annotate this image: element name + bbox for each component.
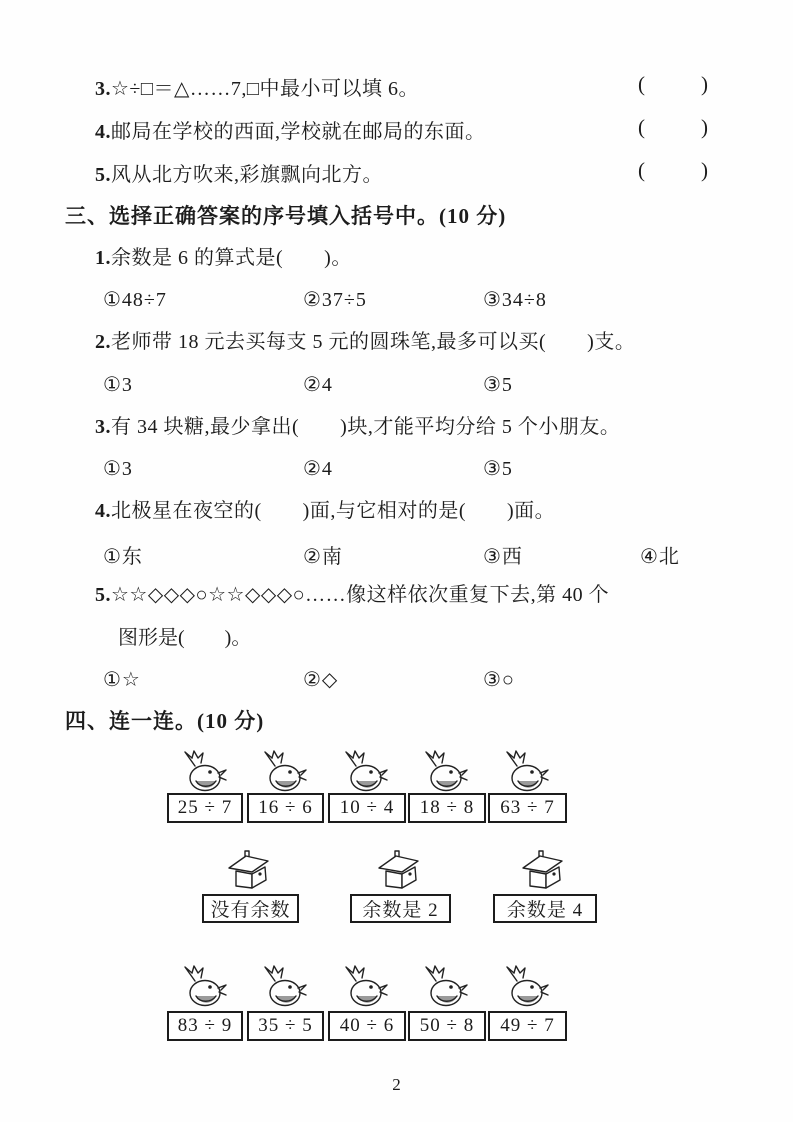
- match-box-division: 18 ÷ 8: [408, 793, 486, 823]
- section4-header: 四、连一连。(10 分): [65, 709, 265, 733]
- option-3: ③○: [483, 669, 516, 691]
- option-2: ②南: [303, 546, 343, 568]
- question-text: 邮局在学校的西面,学校就在邮局的东面。: [111, 121, 486, 143]
- answer-parentheses: ( ): [638, 158, 708, 182]
- match-box-division: 40 ÷ 6: [328, 1011, 406, 1041]
- option-4: ④北: [640, 546, 680, 568]
- mc-question: 2.老师带 18 元去买每支 5 元的圆珠笔,最多可以买( )支。: [95, 331, 636, 353]
- bird-icon: [503, 750, 549, 794]
- mc-options: [0, 456, 793, 482]
- house-icon: [376, 850, 421, 894]
- truefalse-item: [0, 158, 793, 184]
- truefalse-item: [0, 72, 793, 98]
- option-3: ③34÷8: [483, 289, 547, 311]
- option-3: ③5: [483, 374, 513, 396]
- option-1: ①48÷7: [103, 289, 167, 311]
- option-1: ①3: [103, 458, 133, 480]
- bird-icon: [422, 965, 468, 1009]
- question-number: 4.: [95, 121, 111, 143]
- option-2: ②◇: [303, 669, 339, 691]
- answer-parentheses: ( ): [638, 115, 708, 139]
- mc-options: [0, 667, 793, 693]
- match-box-remainder: 余数是 2: [350, 894, 451, 923]
- option-2: ②4: [303, 458, 333, 480]
- match-box-division: 83 ÷ 9: [167, 1011, 243, 1041]
- mc-options: [0, 540, 793, 566]
- question-text: ☆÷□＝△……7,□中最小可以填 6。: [111, 78, 419, 100]
- match-box-division: 10 ÷ 4: [328, 793, 406, 823]
- house-icon: [226, 850, 271, 894]
- option-2: ②4: [303, 374, 333, 396]
- option-1: ①☆: [103, 669, 141, 691]
- answer-parentheses: ( ): [638, 72, 708, 96]
- bird-icon: [181, 965, 227, 1009]
- mc-options: [0, 287, 793, 313]
- section3-header: 三、选择正确答案的序号填入括号中。(10 分): [65, 204, 507, 228]
- match-box-division: 16 ÷ 6: [247, 793, 324, 823]
- match-box-division: 50 ÷ 8: [408, 1011, 486, 1041]
- mc-question: 4.北极星在夜空的( )面,与它相对的是( )面。: [95, 500, 556, 522]
- bird-icon: [342, 750, 388, 794]
- bird-icon: [181, 750, 227, 794]
- mc-question: 1.余数是 6 的算式是( )。: [95, 247, 352, 269]
- mc-question: 5.☆☆◇◇◇○☆☆◇◇◇○……像这样依次重复下去,第 40 个: [95, 584, 610, 606]
- house-icon: [520, 850, 565, 894]
- match-box-division: 25 ÷ 7: [167, 793, 243, 823]
- truefalse-item: [0, 115, 793, 141]
- option-1: ①3: [103, 374, 133, 396]
- bird-icon: [422, 750, 468, 794]
- bird-icon: [261, 965, 307, 1009]
- match-box-division: 35 ÷ 5: [247, 1011, 324, 1041]
- mc-question: 3.有 34 块糖,最少拿出( )块,才能平均分给 5 个小朋友。: [95, 416, 621, 438]
- mc-question-line2: 图形是( )。: [118, 627, 252, 649]
- option-1: ①东: [103, 546, 143, 568]
- bird-icon: [503, 965, 549, 1009]
- match-box-remainder: 余数是 4: [493, 894, 597, 923]
- question-text: 风从北方吹来,彩旗飘向北方。: [111, 164, 383, 186]
- question-number: 3.: [95, 78, 111, 100]
- match-box-division: 49 ÷ 7: [488, 1011, 567, 1041]
- question-number: 5.: [95, 164, 111, 186]
- option-2: ②37÷5: [303, 289, 367, 311]
- match-box-remainder: 没有余数: [202, 894, 299, 923]
- bird-icon: [342, 965, 388, 1009]
- option-3: ③西: [483, 546, 523, 568]
- page-number: 2: [392, 1075, 401, 1094]
- mc-options: [0, 372, 793, 398]
- option-3: ③5: [483, 458, 513, 480]
- match-box-division: 63 ÷ 7: [488, 793, 567, 823]
- bird-icon: [261, 750, 307, 794]
